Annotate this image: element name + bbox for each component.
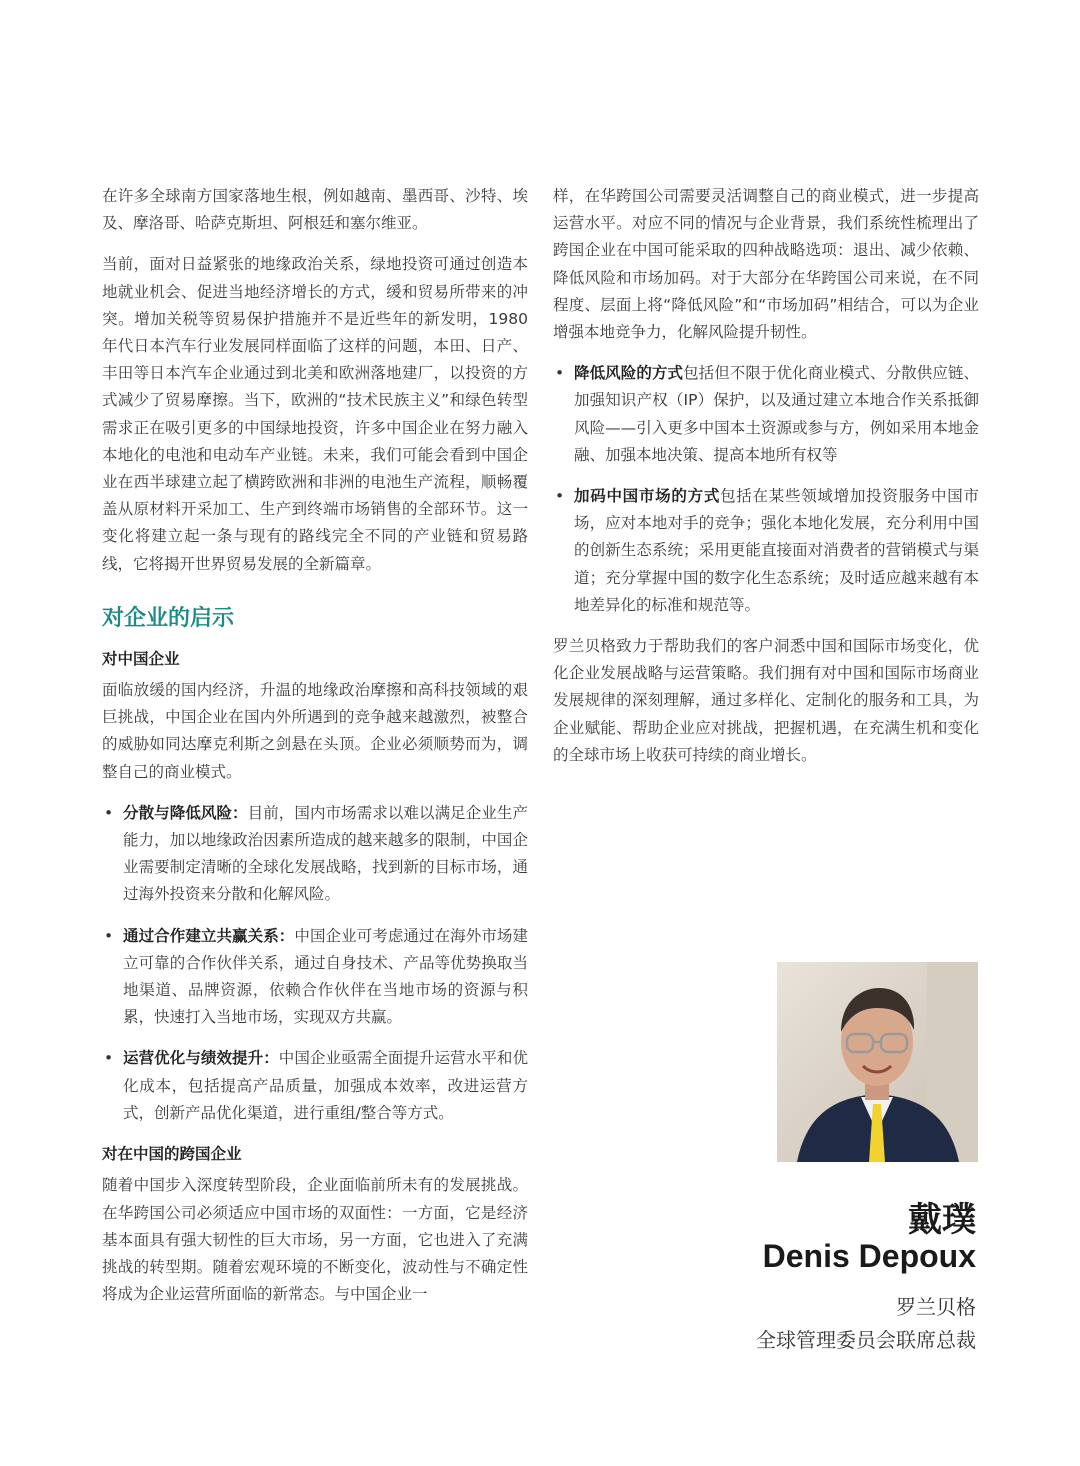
paragraph: 样，在华跨国公司需要灵活调整自己的商业模式，进一步提高运营水平。对应不同的情况与企业背景，我们系统性梳理出了跨国企业在中国可能采取的四种战略选项：退出、减少依赖、降低风险和市场加码。对于大部分在华跨国公司来说，在不同程度、层面上将“降低风险”和“市场加码”相结合，可以为企业增强本地竞争力，化解风险提升韧性。 bbox=[553, 187, 979, 342]
author-name-english: Denis Depoux bbox=[762, 1238, 976, 1274]
paragraph: 当前，面对日益紧张的地缘政治关系，绿地投资可通过创造本地就业机会、促进当地经济增长的方式，缓和贸易所带来的冲突。增加关税等贸易保护措施并不是近些年的新发明，1980年代日本汽车行业发展同样面临了这样的问题，本田、日产、丰田等日本汽车企业通过到北美和欧洲落地建厂，以投资的方式减少了贸易摩擦。当下，欧洲的“技术民族主义”和绿色转型需求正在吸引更多的中国绿地投资，许多中国企业在努力融入本地化的电池和电动车产业链。未来，我们可能会看到中国企业在西半球建立起了横跨欧洲和非洲的电池生产流程，顺畅覆盖从原材料开采加工、生产到终端市场销售的全部环节。这一变化将建立起一条与现有的路线完全不同的产业链和贸易路线，它将揭开世界贸易发展的全新篇章。 bbox=[102, 255, 528, 573]
list-item: • 降低风险的方式包括但不限于优化商业模式、分散供应链、加强知识产权（IP）保护，以及通过建立本地合作关系抵御风险——引入更多中国本土资源或参与方，例如采用本地金融、加强本地决策、提高本地所有权等 bbox=[553, 360, 979, 469]
paragraph: 面临放缓的国内经济，升温的地缘政治摩擦和高科技领域的艰巨挑战，中国企业在国内外所遇到的竞争越来越激烈，被整合的威胁如同达摩克利斯之剑悬在头顶。企业必须顺势而为，调整自己的商业模式。 bbox=[102, 681, 528, 781]
author-organization: 罗兰贝格 bbox=[896, 1295, 976, 1319]
subheading-multinationals: 对在中国的跨国企业 bbox=[102, 1145, 242, 1164]
left-column bbox=[102, 183, 528, 1322]
right-column bbox=[553, 183, 979, 783]
author-role: 全球管理委员会联席总裁 bbox=[756, 1328, 976, 1352]
subheading-chinese-companies: 对中国企业 bbox=[102, 649, 180, 668]
list-item: • 通过合作建立共赢关系：中国企业可考虑通过在海外市场建立可靠的合作伙伴关系，通过自身技术、产品等优势换取当地渠道、品牌资源，依赖合作伙伴在当地市场的资源与积累，快速打入当地市场，实现双方共赢。 bbox=[102, 923, 528, 1032]
bullet-list bbox=[553, 360, 979, 619]
paragraph: 随着中国步入深度转型阶段，企业面临前所未有的发展挑战。在华跨国公司必须适应中国市场的双面性：一方面，它是经济基本面具有强大韧性的巨大市场，另一方面，它也进入了充满挑战的转型期。随着宏观环境的不断变化，波动性与不确定性将成为企业运营所面临的新常态。与中国企业一 bbox=[102, 1176, 528, 1304]
list-item: • 运营优化与绩效提升：中国企业亟需全面提升运营水平和优化成本，包括提高产品质量，加强成本效率，改进运营方式，创新产品优化渠道，进行重组/整合等方式。 bbox=[102, 1045, 528, 1127]
list-item: • 分散与降低风险：目前，国内市场需求以难以满足企业生产能力，加以地缘政治因素所造成的越来越多的限制，中国企业需要制定清晰的全球化发展战略，找到新的目标市场，通过海外投资来分散和化解风险。 bbox=[102, 800, 528, 909]
paragraph: 罗兰贝格致力于帮助我们的客户洞悉中国和国际市场变化，优化企业发展战略与运营策略。我们拥有对中国和国际市场商业发展规律的深刻理解，通过多样化、定制化的服务和工具，为企业赋能、帮助企业应对挑战，把握机遇，在充满生机和变化的全球市场上收获可持续的商业增长。 bbox=[553, 637, 979, 764]
paragraph: 在许多全球南方国家落地生根，例如越南、墨西哥、沙特、埃及、摩洛哥、哈萨克斯坦、阿根廷和塞尔维亚。 bbox=[102, 187, 528, 233]
section-title: 对企业的启示 bbox=[102, 605, 235, 631]
list-item: • 加码中国市场的方式包括在某些领域增加投资服务中国市场，应对本地对手的竞争；强化本地化发展，充分利用中国的创新生态系统；采用更能直接面对消费者的营销模式与渠道；充分掌握中国的数字化生态系统；及时适应越来越有本地差异化的标准和规范等。 bbox=[553, 483, 979, 619]
author-name-chinese: 戴璞 bbox=[908, 1200, 976, 1240]
author-portrait bbox=[777, 962, 978, 1162]
bullet-list bbox=[102, 800, 528, 1127]
